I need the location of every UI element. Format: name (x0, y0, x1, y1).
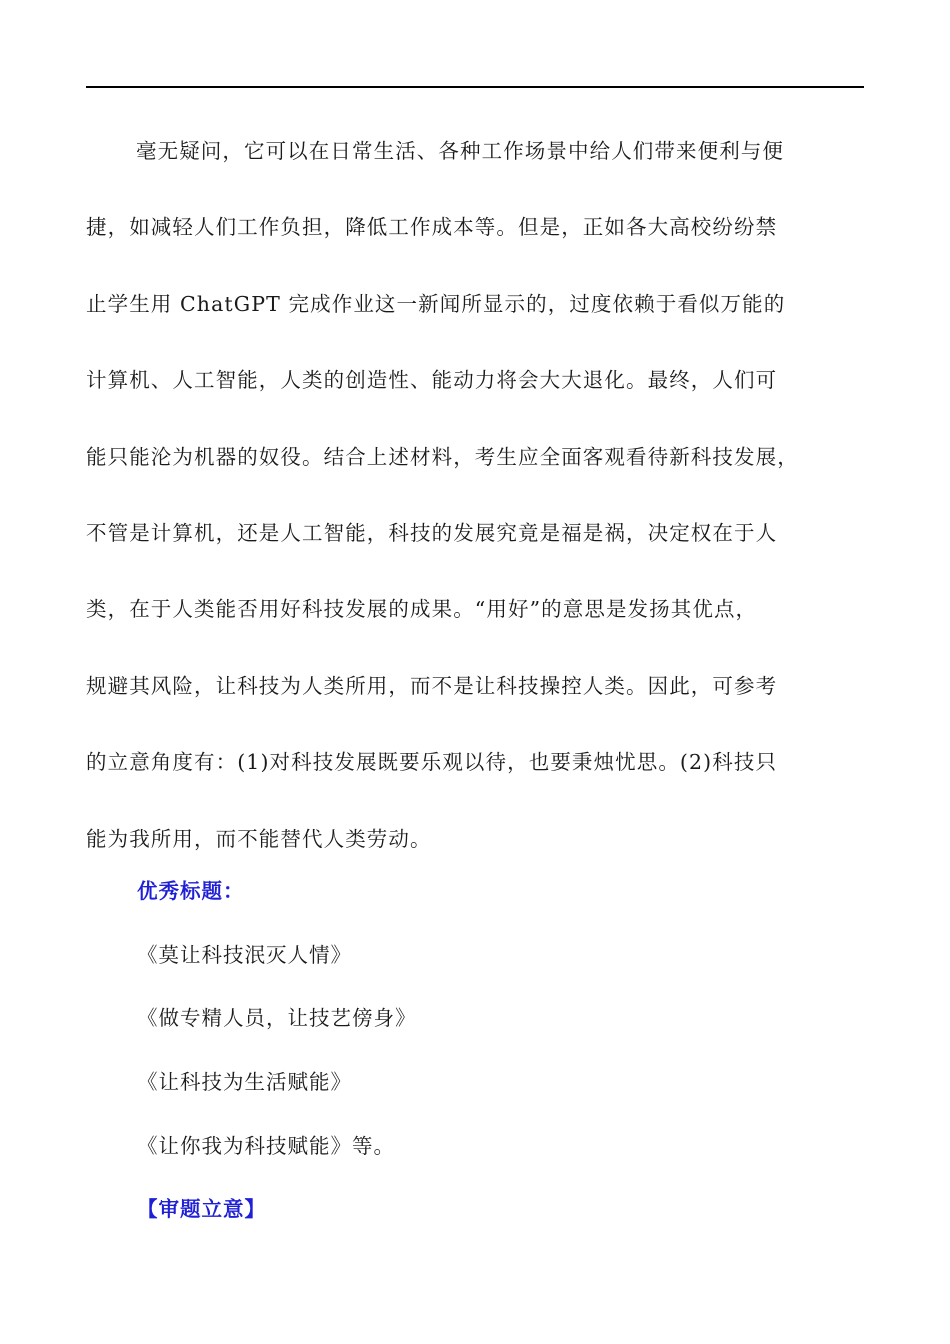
paragraph-line: 不管是计算机，还是人工智能，科技的发展究竟是福是祸，决定权在于人 (86, 520, 778, 545)
paragraph-line: 类，在于人类能否用好科技发展的成果。“用好”的意思是发扬其优点， (86, 597, 758, 622)
paragraph-line: 的立意角度有：(1)对科技发展既要乐观以待，也要秉烛忧思。(2)科技只 (86, 750, 778, 775)
paragraph-line: 捷，如减轻人们工作负担，降低工作成本等。但是，正如各大高校纷纷禁 (86, 215, 778, 240)
paragraph-line: 计算机、人工智能，人类的创造性、能动力将会大大退化。最终，人们可 (86, 368, 778, 393)
topic-analysis-heading: 【审题立意】 (137, 1197, 266, 1221)
paragraph-line: 毫无疑问，它可以在日常生活、各种工作场景中给人们带来便利与便 (136, 139, 784, 163)
paragraph-line: 能为我所用，而不能替代人类劳动。 (86, 826, 432, 851)
title-item: 《做专精人员，让技艺傍身》 (137, 1006, 417, 1030)
title-item: 《莫让科技泯灭人情》 (137, 943, 352, 967)
title-item: 《让你我为科技赋能》等。 (137, 1134, 395, 1158)
paragraph-line: 规避其风险，让科技为人类所用，而不是让科技操控人类。因此，可参考 (86, 673, 778, 698)
paragraph-line: 止学生用 ChatGPT 完成作业这一新闻所显示的，过度依赖于看似万能的 (86, 291, 786, 316)
title-item: 《让科技为生活赋能》 (137, 1070, 352, 1094)
body-paragraph (86, 113, 864, 877)
paragraph-line: 能只能沦为机器的奴役。结合上述材料，考生应全面客观看待新科技发展， (86, 444, 799, 469)
excellent-titles-heading: 优秀标题： (137, 879, 245, 903)
header-rule (86, 86, 864, 88)
